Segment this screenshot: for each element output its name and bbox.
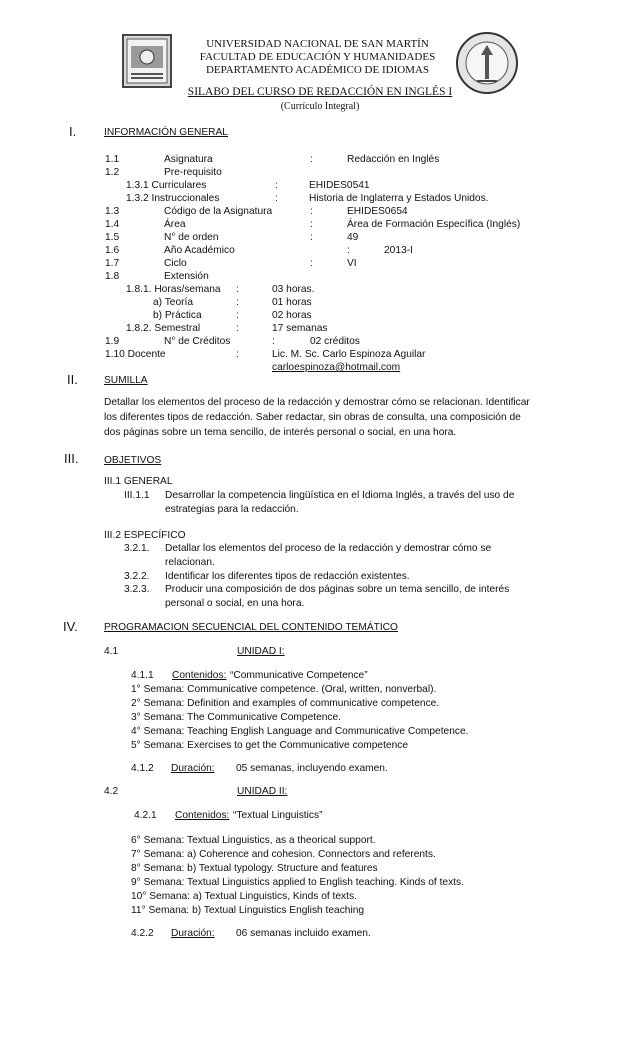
section-number: II. xyxy=(67,372,78,387)
info-label: Extensión xyxy=(164,271,209,282)
university-name: UNIVERSIDAD NACIONAL DE SAN MARTÍN xyxy=(206,38,429,50)
info-colon: : xyxy=(236,297,239,308)
week-item: 9° Semana: Textual Linguistics applied to English teaching. Kinds of texts. xyxy=(131,877,464,888)
info-colon: : xyxy=(236,310,239,321)
week-item: 11° Semana: b) Textual Linguistics English teaching xyxy=(131,905,365,916)
objective-text: relacionan. xyxy=(165,557,215,568)
info-value: Área de Formación Específica (Inglés) xyxy=(347,219,521,230)
info-colon: : xyxy=(275,193,278,204)
contents-label: Contenidos: xyxy=(172,670,227,681)
objective-number: 3.2.2. xyxy=(124,571,150,582)
document-subtitle: (Currículo Integral) xyxy=(280,101,360,112)
section-title: SUMILLA xyxy=(104,375,148,386)
info-colon: : xyxy=(236,284,239,295)
info-label: Asignatura xyxy=(164,154,213,165)
info-colon: : xyxy=(310,206,313,217)
contents-label: Contenidos: xyxy=(175,810,230,821)
duration-value: 06 semanas incluido examen. xyxy=(236,928,371,939)
info-value: 49 xyxy=(347,232,359,243)
objective-text: Desarrollar la competencia lingüística en el Idioma Inglés, a través del uso de xyxy=(165,490,515,501)
info-colon: : xyxy=(275,180,278,191)
week-item: 6° Semana: Textual Linguistics, as a theorical support. xyxy=(131,835,376,846)
info-label: Año Académico xyxy=(164,245,235,256)
sumilla-line: dos páginas sobre un tema sencillo, de interés personal o social, en una hora. xyxy=(104,427,457,438)
duration-number: 4.1.2 xyxy=(131,763,154,774)
duration-label: Duración: xyxy=(171,928,215,939)
sumilla-line: los diferentes tipos de redacción. Saber redactar, sin obras de consulta, una composición de xyxy=(104,412,521,423)
info-label: a) Teoría xyxy=(153,297,194,308)
objective-text: personal o social, en una hora. xyxy=(165,598,305,609)
info-value: 17 semanas xyxy=(272,323,328,334)
sumilla-line: Detallar los elementos del proceso de la redacción y demostrar cómo se relacionan. Identificar xyxy=(104,397,530,408)
info-colon: : xyxy=(272,336,275,347)
section-title: OBJETIVOS xyxy=(104,455,162,466)
info-label: Código de la Asignatura xyxy=(164,206,273,217)
info-colon: : xyxy=(236,349,239,360)
info-value: 01 horas xyxy=(272,297,312,308)
week-item: 4° Semana: Teaching English Language and Communicative Competence. xyxy=(131,726,469,737)
info-value: EHIDES0654 xyxy=(347,206,408,217)
info-value: 03 horas. xyxy=(272,284,315,295)
duration-label: Duración: xyxy=(171,763,215,774)
objective-text: Identificar los diferentes tipos de redacción existentes. xyxy=(165,571,410,582)
objective-number: 3.2.3. xyxy=(124,584,150,595)
objective-heading: III.1 GENERAL xyxy=(104,476,173,487)
objective-text: Detallar los elementos del proceso de la redacción y demostrar cómo se xyxy=(165,543,492,554)
info-colon: : xyxy=(347,245,350,256)
info-value: EHIDES0541 xyxy=(309,180,370,191)
info-value: 02 horas xyxy=(272,310,312,321)
info-num: 1.4 xyxy=(105,219,120,230)
info-num: 1.6 xyxy=(105,245,120,256)
info-value: Redacción en Inglés xyxy=(347,154,440,165)
duration-value: 05 semanas, incluyendo examen. xyxy=(236,763,388,774)
info-num: 1.1 xyxy=(105,154,120,165)
info-value: 02 créditos xyxy=(310,336,360,347)
info-num: 1.2 xyxy=(105,167,120,178)
info-value: VI xyxy=(347,258,357,269)
info-num: 1.7 xyxy=(105,258,120,269)
section-title: INFORMACIÓN GENERAL xyxy=(104,127,228,138)
unit-number: 4.2 xyxy=(104,786,119,797)
duration-number: 4.2.2 xyxy=(131,928,154,939)
unit-title: UNIDAD I: xyxy=(237,646,285,657)
info-label: N° de orden xyxy=(164,232,219,243)
objective-number: 3.2.1. xyxy=(124,543,150,554)
section-number: IV. xyxy=(63,619,78,634)
week-item: 5° Semana: Exercises to get the Communicative competence xyxy=(131,740,409,751)
department-name: DEPARTAMENTO ACADÉMICO DE IDIOMAS xyxy=(205,64,430,76)
info-num: 1.5 xyxy=(105,232,120,243)
info-colon: : xyxy=(310,154,313,165)
info-colon: : xyxy=(310,258,313,269)
document-title: SILABO DEL CURSO DE REDACCIÓN EN INGLÉS I xyxy=(187,86,453,98)
section-number: III. xyxy=(64,451,79,466)
info-num: 1.9 xyxy=(105,336,120,347)
info-value: Historia de Inglaterra y Estados Unidos. xyxy=(309,193,489,204)
info-num: 1.8 xyxy=(105,271,120,282)
faculty-name: FACULTAD DE EDUCACIÓN Y HUMANIDADES xyxy=(199,51,436,63)
week-item: 1° Semana: Communicative competence. (Oral, written, nonverbal). xyxy=(131,684,437,695)
contents-number: 4.2.1 xyxy=(134,810,157,821)
objective-text: Producir una composición de dos páginas sobre un tema sencillo, de interés xyxy=(165,584,510,595)
info-label: 1.10 Docente xyxy=(105,349,166,360)
info-value: 2013-I xyxy=(384,245,413,256)
week-item: 2° Semana: Definition and examples of communicative competence. xyxy=(131,698,440,709)
contents-value: “Communicative Competence” xyxy=(230,670,368,681)
info-label: Área xyxy=(164,219,186,230)
info-label: 1.8.2. Semestral xyxy=(126,323,201,334)
info-label: Ciclo xyxy=(164,258,187,269)
info-num: 1.3 xyxy=(105,206,120,217)
info-colon: : xyxy=(310,232,313,243)
week-item: 8° Semana: b) Textual typology. Structure and features xyxy=(131,863,378,874)
info-colon: : xyxy=(310,219,313,230)
unit-number: 4.1 xyxy=(104,646,119,657)
week-item: 10° Semana: a) Textual Linguistics, Kinds of texts. xyxy=(131,891,357,902)
university-logo xyxy=(122,34,172,88)
teacher-email-link[interactable]: carloespinoza@hotmail.com xyxy=(272,362,401,373)
info-value: Lic. M. Sc. Carlo Espinoza Aguilar xyxy=(272,349,426,360)
section-title: PROGRAMACION SECUENCIAL DEL CONTENIDO TEMÁTICO xyxy=(104,622,398,633)
section-number: I. xyxy=(69,124,77,139)
info-colon: : xyxy=(236,323,239,334)
info-label: N° de Créditos xyxy=(164,336,231,347)
unit-title: UNIDAD II: xyxy=(237,786,288,797)
info-label: b) Práctica xyxy=(153,310,202,321)
contents-number: 4.1.1 xyxy=(131,670,154,681)
info-label: 1.3.2 Instruccionales xyxy=(126,193,220,204)
objective-number: III.1.1 xyxy=(124,490,150,501)
info-label: Pre-requisito xyxy=(164,167,222,178)
objective-text: estrategias para la redacción. xyxy=(165,504,299,515)
week-item: 7° Semana: a) Coherence and cohesion. Connectors and referents. xyxy=(131,849,436,860)
week-item: 3° Semana: The Communicative Competence. xyxy=(131,712,342,723)
info-label: 1.3.1 Curriculares xyxy=(126,180,207,191)
objective-heading: III.2 ESPECÍFICO xyxy=(104,530,186,541)
info-label: 1.8.1. Horas/semana xyxy=(126,284,221,295)
contents-value: “Textual Linguistics” xyxy=(233,810,323,821)
